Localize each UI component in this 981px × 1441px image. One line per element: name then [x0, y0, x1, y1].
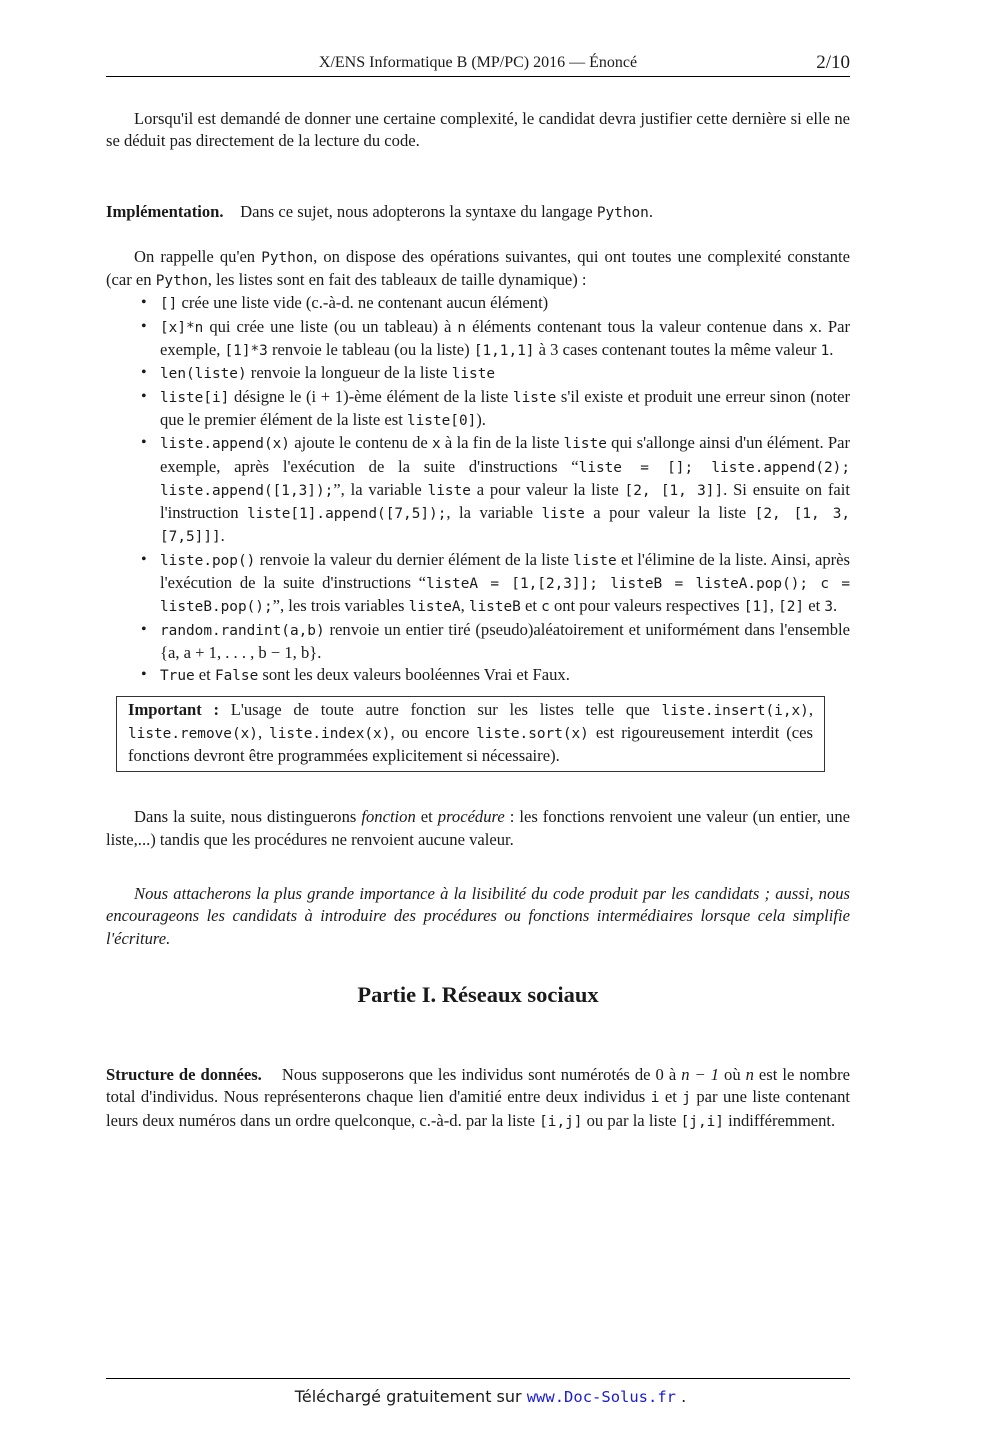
operations-list [106, 292, 850, 687]
page-footer: Téléchargé gratuitement sur www.Doc-Solus.fr . [294, 1387, 687, 1406]
list-item: • True et False sont les deux valeurs booléennes Vrai et Faux. [160, 664, 850, 687]
readability-note: Nous attacherons la plus grande importance à la lisibilité du code produit par les candidats ; aussi, nous encourageons les candidats à introduire des procédures ou fonctions intermédiaires lorsque cela simplifie l'écriture. [106, 884, 850, 948]
distinction-paragraph: Dans la suite, nous distinguerons fonction et procédure : les fonctions renvoient une valeur (un entier, une liste,...) tandis que les procédures ne renvoient aucune valeur. [106, 807, 851, 849]
important-box: Important : L'usage de toute autre fonction sur les listes telle que liste.insert(i,x), liste.remove(x), liste.index(x), ou encore liste.sort(x) est rigoureusement interdit (ces fonctions devront être programmées explicitement si nécessaire). [116, 696, 825, 773]
complexity-note: Lorsqu'il est demandé de donner une certaine complexité, le candidat devra justifier cette dernière si elle ne se déduit pas directement de la lecture du code. [106, 109, 850, 151]
structure-heading: Structure de données. [106, 1064, 262, 1084]
footer-rule [106, 1378, 850, 1379]
page-number: 2/10 [816, 52, 850, 73]
python-name: Python [596, 204, 649, 221]
header-title: X/ENS Informatique B (MP/PC) 2016 — Énoncé [318, 54, 638, 71]
page-header [106, 52, 850, 77]
implementation-heading: Implémentation. [106, 201, 224, 221]
doc-solus-link[interactable]: www.Doc-Solus.fr [526, 1388, 677, 1406]
list-item: • liste.append(x) ajoute le contenu de x à la fin de la liste liste qui s'allonge ainsi d'un élément. Par exemple, après l'exécution de la suite d'instructions “liste = []; liste.append(2); liste.append([1,3]);”, la variable liste a pour valeur la liste [2, [1, 3]]. Si ensuite on fait l'instruction liste[1].append([7,5]);, la variable liste a pour valeur la liste [2, [1, 3, [7,5]]]. [160, 432, 850, 548]
list-item: • len(liste) renvoie la longueur de la liste liste [160, 362, 850, 385]
part-title: Partie I. Réseaux sociaux [357, 981, 599, 1007]
implementation-paragraph: Implémentation. Dans ce sujet, nous adopterons la syntaxe du langage Python. [106, 201, 653, 221]
reminder-paragraph: On rappelle qu'en Python, on dispose des opérations suivantes, qui ont toutes une complexité constante (car en Python, les listes sont en fait des tableaux de taille dynamique) : [106, 246, 850, 290]
page-content [106, 108, 850, 1133]
important-label: Important : [128, 699, 219, 719]
list-item: • liste[i] désigne le (i + 1)-ème élément de la liste liste s'il existe et produit une erreur sinon (noter que le premier élément de la liste est liste[0]). [160, 386, 850, 433]
structure-paragraph: Structure de données. Nous supposerons que les individus sont numérotés de 0 à n − 1 où n est le nombre total d'individus. Nous représenterons chaque lien d'amitié entre deux individus i et j par une liste contenant leurs deux numéros dans un ordre quelconque, c.-à-d. par la liste [i,j] ou par la liste [j,i] indifféremment. [106, 1064, 851, 1130]
list-item: • [x]*n qui crée une liste (ou un tableau) à n éléments contenant tous la valeur contenue dans x. Par exemple, [1]*3 renvoie le tableau (ou la liste) [1,1,1] à 3 cases contenant toutes la même valeur 1. [160, 316, 850, 363]
list-item: • [] crée une liste vide (c.-à-d. ne contenant aucun élément) [160, 292, 850, 315]
list-item: • random.randint(a,b) renvoie un entier tiré (pseudo)aléatoirement et uniformément dans l'ensemble {a, a + 1, . . . , b − 1, b}. [160, 619, 850, 665]
list-item: • liste.pop() renvoie la valeur du dernier élément de la liste liste et l'élimine de la liste. Ainsi, après l'exécution de la suite d'instructions “listeA = [1,[2,3]]; listeB = listeA.pop(); c = listeB.pop();”, les trois variables listeA, listeB et c ont pour valeurs respectives [1], [2] et 3. [160, 549, 850, 619]
